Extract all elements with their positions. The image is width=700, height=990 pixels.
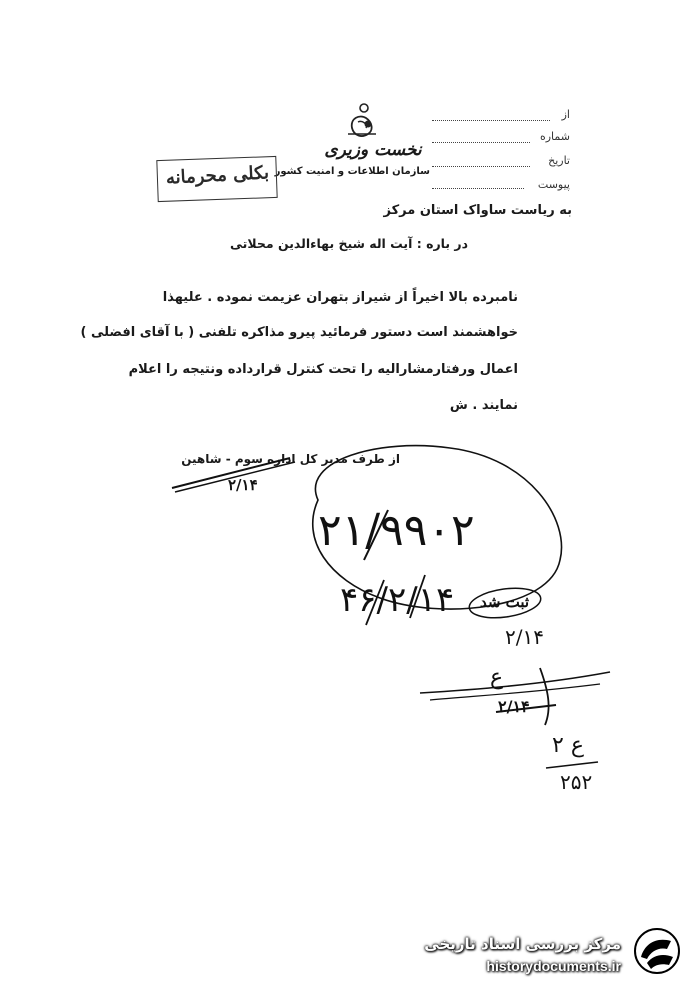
handwritten-registered-note: ثبت شد bbox=[480, 593, 530, 611]
field-number-label: شماره bbox=[539, 130, 570, 143]
field-date-label: تاریخ bbox=[548, 154, 570, 167]
org-title: نخست وزیری bbox=[324, 140, 422, 160]
body-line-2: خواهشمند است دستور فرمائید پیرو مذاکره تلفنی ( با آقای افضلی ) bbox=[80, 325, 518, 340]
field-attachment-label: پیوست bbox=[537, 178, 570, 191]
archive-logo-icon bbox=[627, 925, 685, 977]
signature-line: از طرف مدیر کل اداره سوم - شاهین bbox=[181, 452, 400, 466]
handwritten-registered-date: ۲/۱۴ bbox=[505, 625, 544, 649]
subject-line: در باره : آیت اله شیخ بهاءالدین محلاتی bbox=[230, 236, 468, 251]
handwritten-initial-date: ۲/۱۴ bbox=[228, 476, 258, 494]
recipient-line: به ریاست ساواک استان مرکز bbox=[383, 203, 572, 218]
classification-stamp-text: بکلی محرمانه bbox=[165, 162, 270, 189]
handwritten-date: ۴۶/۲/۱۴ bbox=[340, 580, 455, 620]
handwritten-bottom-number: ۲۵۲ bbox=[560, 770, 593, 794]
handwritten-bottom-mark: ۲ ع bbox=[552, 733, 584, 758]
field-from-label: از bbox=[561, 108, 570, 121]
body-line-1: نامبرده بالا اخیراً از شیراز بتهران عزیمت نموده . علیهذا bbox=[162, 290, 518, 305]
watermark-title: مرکز بررسی اسناد تاریخی bbox=[424, 935, 621, 953]
body-line-3: اعمال ورفتارمشارالیه را تحت کنترل قرارداده ونتیجه را اعلام bbox=[128, 362, 518, 377]
handwritten-reference-number: ۲۱/۹۹۰۲ bbox=[318, 505, 475, 556]
handwritten-note-date: ۲/۱۴ bbox=[498, 697, 530, 716]
org-subtitle: سازمان اطلاعات و امنیت کشور bbox=[274, 166, 430, 177]
watermark-url: historydocuments.ir bbox=[486, 958, 621, 974]
handwritten-note-mark: ع bbox=[490, 665, 504, 690]
body-line-4: نمایند . ش bbox=[449, 398, 518, 413]
